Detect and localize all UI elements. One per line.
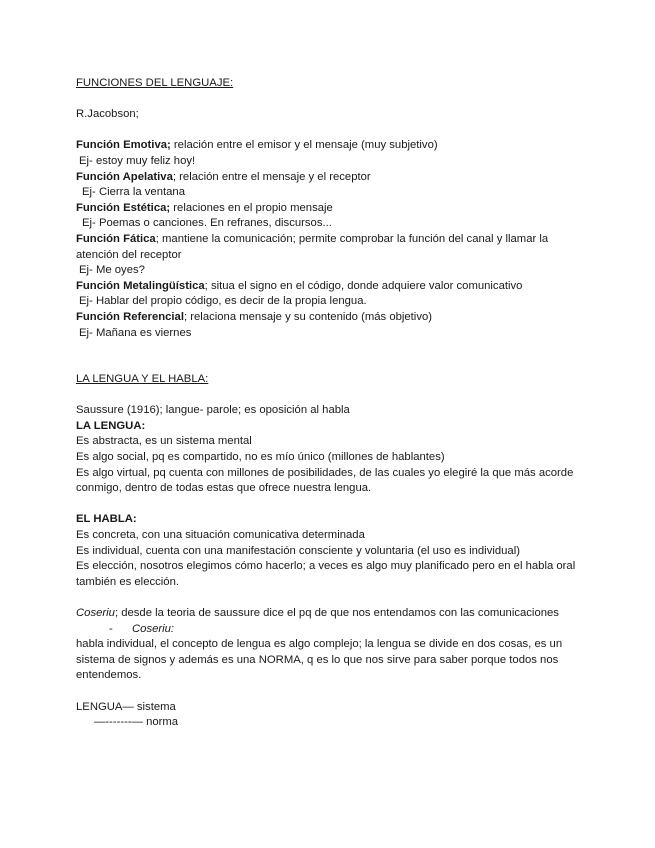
function-estetica [76, 201, 581, 232]
lengua-heading: LA LENGUA: [76, 419, 146, 432]
coseriu-text: ; desde la teoria de saussure dice el pq de que nos entendamos con las comunicaciones [114, 607, 559, 619]
function-name: Función Referencial [76, 310, 184, 323]
coseriu-name: Coseriu [76, 607, 115, 619]
bullet-text: Coseriu: [132, 622, 175, 635]
habla-point: Es elección, nosotros elegimos cómo hacerlo; a veces es algo muy planificado pero en el habla oral también es elección. [76, 560, 576, 588]
function-example: Ej- Hablar del propio código, es decir de la propia lengua. [79, 295, 367, 308]
habla-point: Es concreta, con una situación comunicativa determinada [76, 529, 365, 542]
function-example: Ej- Me oyes? [79, 264, 145, 277]
function-emotiva [76, 138, 581, 169]
scheme-norma: —-------— norma [94, 716, 179, 729]
function-desc: ; relaciona mensaje y su contenido (más objetivo) [183, 310, 433, 323]
function-desc: ; situa el signo en el código, donde adquiere valor comunicativo [204, 279, 523, 292]
function-desc: ; relación entre el mensaje y el receptor [172, 170, 371, 183]
function-example: Ej- Poemas o canciones. En refranes, discursos... [82, 217, 332, 230]
lengua-point: Es algo virtual, pq cuenta con millones de posibilidades, de las cuales yo elegiré la que más acorde conmigo, dentro de todas estas que ofrece nuestra lengua. [76, 466, 574, 495]
function-name: Función Emotiva; [76, 139, 171, 152]
function-example: Ej- estoy muy feliz hoy! [79, 154, 196, 167]
function-referencial [76, 310, 581, 341]
saussure-intro: Saussure (1916); langue- parole; es oposición al habla [76, 404, 350, 417]
lengua-point: Es algo social, pq es compartido, no es mío único (millones de hablantes) [76, 451, 445, 464]
function-example: Ej- Cierra la ventana [82, 186, 185, 199]
function-name: Función Estética; [76, 201, 171, 214]
function-apelativa [76, 170, 581, 201]
function-name: Función Fática [76, 232, 156, 245]
function-example: Ej- Mañana es viernes [79, 326, 192, 339]
section-title-lengua-habla: LA LENGUA Y EL HABLA: [76, 373, 209, 386]
bullet-dash: - [109, 622, 113, 635]
document-page [76, 76, 581, 731]
function-desc: ; mantiene la comunicación; permite comprobar la función del canal y llamar la atención del receptor [76, 232, 549, 261]
function-metalinguistica [76, 279, 581, 310]
function-name: Función Metalingüística [76, 279, 205, 292]
function-desc: relación entre el emisor y el mensaje (muy subjetivo) [170, 139, 438, 152]
coseriu-paragraph: habla individual, el concepto de lengua es algo complejo; la lengua se divide en dos cosas, es un sistema de signos y además es una NORMA, q es lo que nos sirve para saber porque todos nos entendemos. [76, 638, 563, 682]
scheme-lengua-sistema: LENGUA— sistema [76, 700, 176, 713]
function-desc: relaciones en el propio mensaje [170, 201, 333, 214]
author-jacobson: R.Jacobson; [76, 108, 139, 121]
habla-point: Es individual, cuenta con una manifestación consciente y voluntaria (el uso es individual) [76, 544, 520, 557]
coseriu-intro [76, 606, 581, 622]
function-name: Función Apelativa [76, 170, 173, 183]
habla-heading: EL HABLA: [76, 513, 137, 526]
coseriu-bullet [76, 622, 581, 638]
function-fatica [76, 232, 581, 279]
section-title-funciones: FUNCIONES DEL LENGUAJE: [76, 77, 234, 89]
lengua-point: Es abstracta, es un sistema mental [76, 435, 252, 448]
